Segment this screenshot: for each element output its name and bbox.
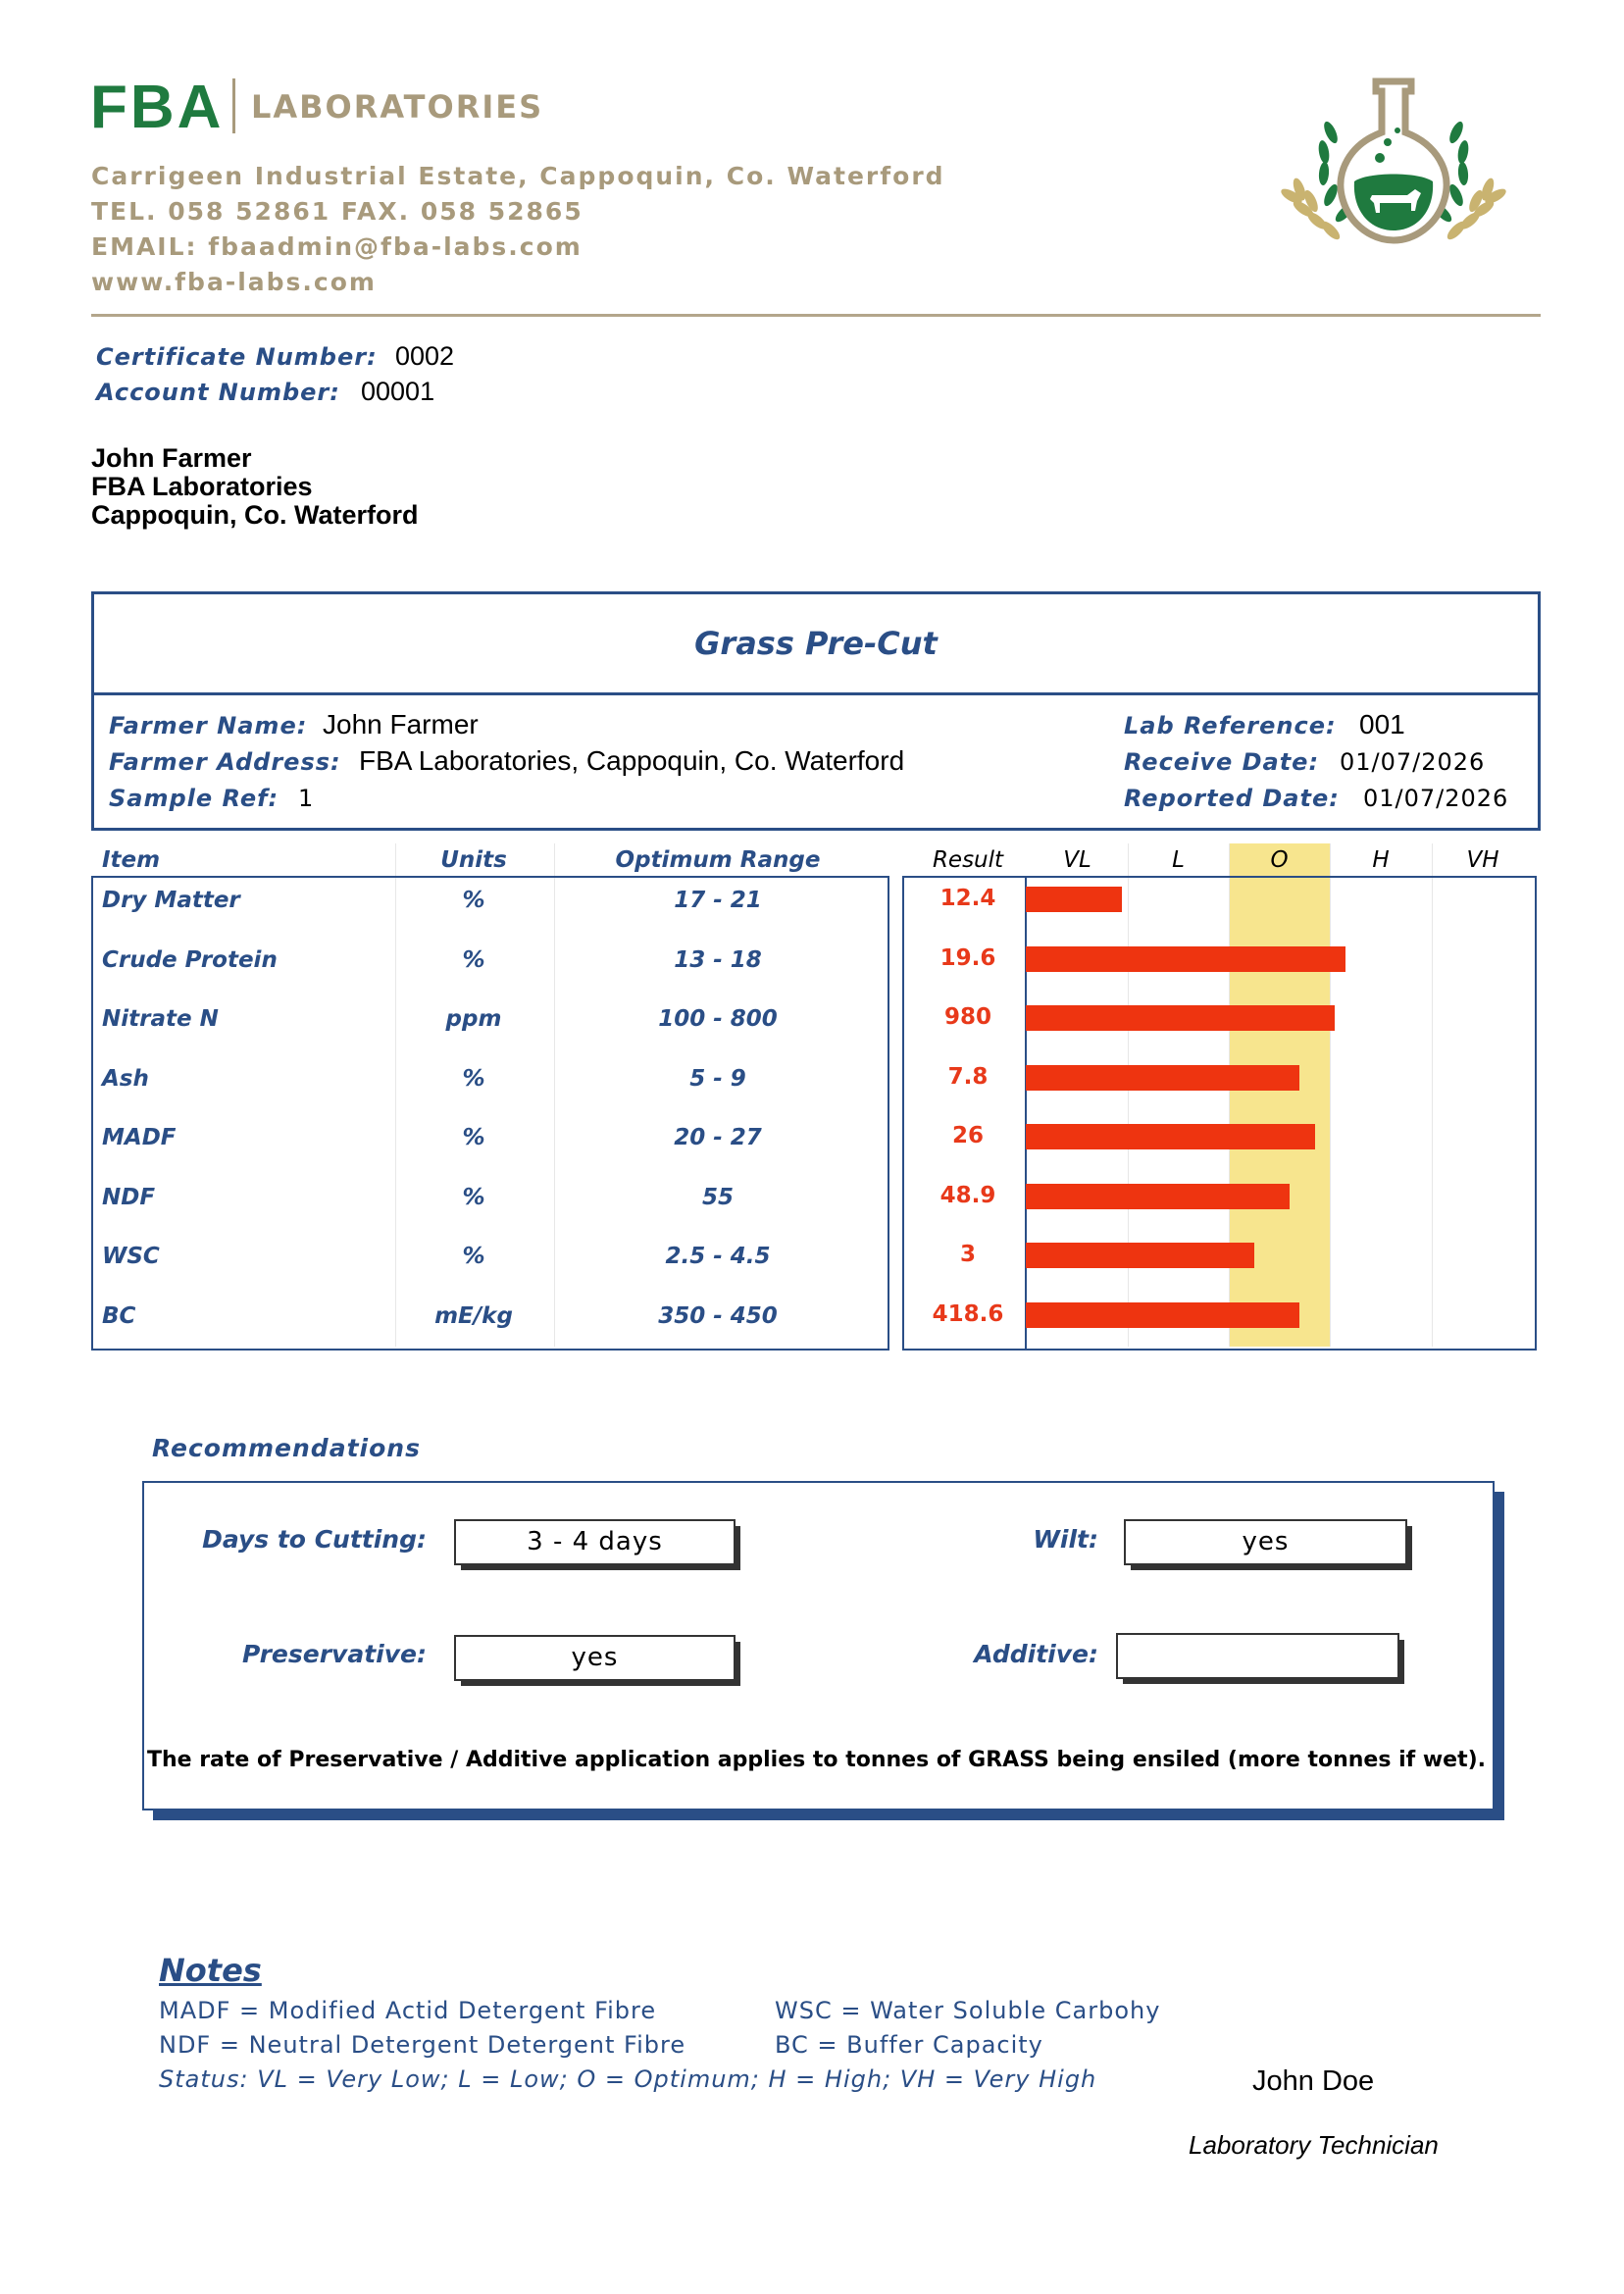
- receive-date: 01/07/2026: [1340, 748, 1486, 776]
- note-wsc: WSC = Water Soluble Carbohy: [775, 1997, 1161, 2024]
- days-to-cutting-label: Days to Cutting:: [202, 1525, 427, 1554]
- row-item: Crude Protein: [102, 946, 278, 973]
- row-range: 13 - 18: [674, 946, 762, 973]
- farmer-address: FBA Laboratories, Cappoquin, Co. Waterford: [359, 745, 905, 776]
- account-number: 00001: [361, 377, 435, 406]
- row-result: 48.9: [939, 1182, 996, 1208]
- brand-divider: [232, 78, 235, 133]
- farmer-name: John Farmer: [323, 709, 479, 739]
- certificate-number: 0002: [395, 341, 455, 371]
- report-title: Grass Pre-Cut: [94, 594, 1538, 695]
- lab-reference: 001: [1359, 709, 1405, 739]
- additive-label: Additive:: [974, 1640, 1098, 1668]
- farmer-address-label: Farmer Address:: [109, 748, 341, 776]
- recipient-line: Cappoquin, Co. Waterford: [91, 500, 419, 530]
- header-units: Units: [440, 847, 507, 873]
- row-item: Ash: [102, 1065, 149, 1092]
- row-unit: %: [462, 1184, 485, 1210]
- result-bar: [1026, 1124, 1315, 1149]
- report-info-box: [91, 591, 1541, 831]
- row-result: 12.4: [939, 886, 996, 911]
- row-unit: %: [462, 1065, 485, 1092]
- certificate-number-label: Certificate Number:: [96, 343, 378, 371]
- header-status-h: H: [1372, 847, 1390, 873]
- lab-reference-label: Lab Reference:: [1124, 712, 1337, 739]
- row-result: 980: [943, 1004, 991, 1030]
- wilt-field: yes: [1124, 1519, 1407, 1565]
- preservative-field: yes: [454, 1635, 736, 1681]
- row-range: 350 - 450: [658, 1302, 778, 1329]
- row-result: 418.6: [932, 1300, 1004, 1327]
- brand-name: FBA: [90, 74, 225, 141]
- row-item: MADF: [102, 1125, 177, 1150]
- row-unit: ppm: [445, 1006, 502, 1032]
- row-range: 20 - 27: [674, 1125, 762, 1150]
- row-unit: %: [462, 1244, 485, 1269]
- row-range: 100 - 800: [658, 1006, 778, 1032]
- signatory-name: John Doe: [1252, 2065, 1375, 2097]
- result-bar: [1026, 1184, 1290, 1209]
- farmer-name-label: Farmer Name:: [109, 712, 308, 739]
- lab-flask-cow-logo-icon: [1270, 74, 1525, 260]
- header-status-l: L: [1172, 847, 1185, 873]
- header-status-vl: VL: [1063, 847, 1091, 873]
- additive-field: [1116, 1633, 1399, 1679]
- row-unit: %: [462, 888, 485, 913]
- row-result: 7.8: [947, 1063, 989, 1090]
- result-bar: [1026, 946, 1345, 972]
- sample-ref-label: Sample Ref:: [109, 785, 279, 812]
- header-status-o: O: [1270, 847, 1289, 873]
- row-unit: mE/kg: [434, 1302, 513, 1329]
- signatory-role: Laboratory Technician: [1189, 2130, 1439, 2160]
- note-bc: BC = Buffer Capacity: [775, 2031, 1043, 2059]
- recommendations-title: Recommendations: [152, 1434, 421, 1462]
- row-item: WSC: [102, 1244, 160, 1269]
- row-result: 26: [951, 1123, 984, 1148]
- recipient-line: John Farmer: [91, 443, 252, 473]
- row-range: 5 - 9: [689, 1065, 746, 1092]
- result-bar: [1026, 887, 1122, 912]
- preservative-label: Preservative:: [242, 1640, 427, 1668]
- header-status-vh: VH: [1466, 847, 1499, 873]
- reported-date: 01/07/2026: [1363, 785, 1509, 812]
- row-item: BC: [102, 1302, 136, 1329]
- account-number-label: Account Number:: [96, 379, 340, 406]
- row-item: NDF: [102, 1184, 156, 1210]
- note-ndf: NDF = Neutral Detergent Detergent Fibre: [159, 2031, 686, 2059]
- days-to-cutting-field: 3 - 4 days: [454, 1519, 736, 1565]
- header-optimum-range: Optimum Range: [615, 847, 821, 873]
- reported-date-label: Reported Date:: [1124, 785, 1340, 812]
- header-item: Item: [102, 847, 161, 873]
- row-result: 19.6: [939, 944, 996, 971]
- note-status: Status: VL = Very Low; L = Low; O = Optimum; H = High; VH = Very High: [159, 2065, 1097, 2093]
- receive-date-label: Receive Date:: [1124, 748, 1320, 776]
- company-phone-fax: TEL. 058 52861 FAX. 058 52865: [91, 197, 584, 226]
- row-range: 17 - 21: [674, 888, 762, 913]
- row-item: Nitrate N: [102, 1006, 219, 1032]
- row-result: 3: [959, 1242, 976, 1267]
- row-range: 2.5 - 4.5: [665, 1244, 771, 1269]
- recommendations-note: The rate of Preservative / Additive application applies to tonnes of GRASS being ensiled (more tonnes if wet).: [146, 1748, 1487, 1772]
- row-unit: %: [462, 1125, 485, 1150]
- sample-ref: 1: [298, 785, 315, 812]
- company-website: www.fba-labs.com: [91, 268, 377, 296]
- row-unit: %: [462, 946, 485, 973]
- recipient-line: FBA Laboratories: [91, 472, 313, 501]
- row-item: Dry Matter: [102, 888, 240, 913]
- notes-title: Notes: [159, 1952, 262, 1989]
- header-divider: [91, 314, 1541, 317]
- brand-sub: LABORATORIES: [251, 88, 544, 126]
- company-address: Carrigeen Industrial Estate, Cappoquin, Co. Waterford: [91, 162, 945, 190]
- wilt-label: Wilt:: [1033, 1525, 1098, 1554]
- company-email: EMAIL: fbaadmin@fba-labs.com: [91, 232, 583, 261]
- result-bar: [1026, 1065, 1299, 1091]
- row-range: 55: [701, 1184, 734, 1210]
- note-madf: MADF = Modified Actid Detergent Fibre: [159, 1997, 657, 2024]
- result-bar: [1026, 1243, 1254, 1268]
- result-bar: [1026, 1302, 1299, 1328]
- header-result: Result: [932, 847, 1004, 873]
- result-bar: [1026, 1005, 1335, 1031]
